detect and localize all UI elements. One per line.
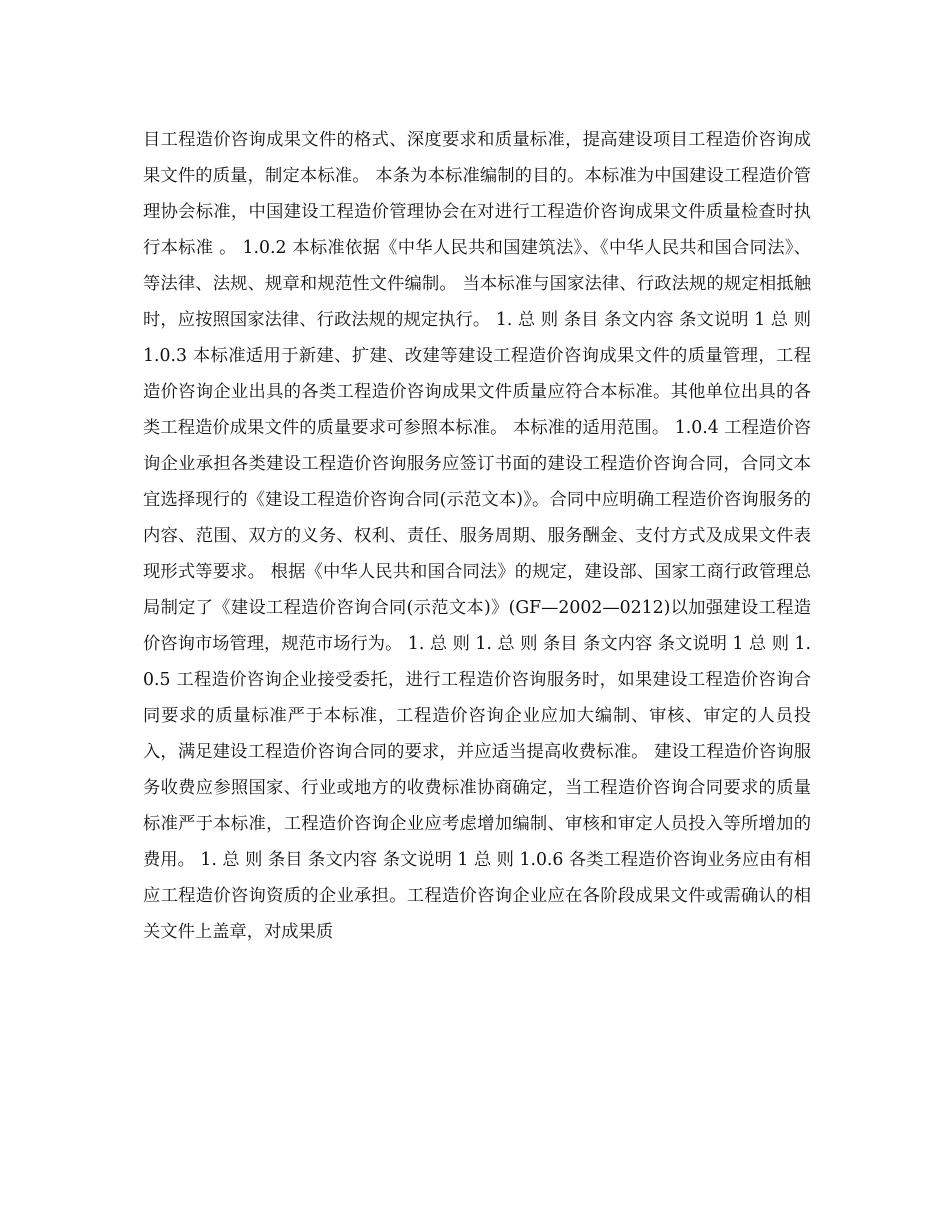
body-paragraph: 目工程造价咨询成果文件的格式、深度要求和质量标准，提高建设项目工程造价咨询成果文件的质量，制定本标准。 本条为本标准编制的目的。本标准为中国建设工程造价管理协会标准，中国建设工程造价管理协会在对进行工程造价咨询成果文件质量检查时执行本标准 。 1.0.2 本标准依据《中华人民共和国建筑法》、《中华人民共和国合同法》、等法律、法规、规章和规范性文件编制。 当本标准与国家法律、行政法规的规定相抵触时，应按照国家法律、行政法规的规定执行。 1. 总 则 条目 条文内容 条文说明 1 总 则 1.0.3 本标准适用于新建、扩建、改建等建设工程造价咨询成果文件的质量管理，工程造价咨询企业出具的各类工程造价咨询成果文件质量应符合本标准。其他单位出具的各类工程造价成果文件的质量要求可参照本标准。 本标准的适用范围。 1.0.4 工程造价咨询企业承担各类建设工程造价咨询服务应签订书面的建设工程造价咨询合同，合同文本宜选择现行的《建设工程造价咨询合同(示范文本)》。合同中应明确工程造价咨询服务的内容、范围、双方的义务、权利、责任、服务周期、服务酬金、支付方式及成果文件表现形式等要求。 根据《中华人民共和国合同法》的规定，建设部、国家工商行政管理总局制定了《建设工程造价咨询合同(示范文本)》(GF—2002—0212)以加强建设工程造价咨询市场管理，规范市场行为。 1. 总 则 1. 总 则 条目 条文内容 条文说明 1 总 则 1.0.5 工程造价咨询企业接受委托，进行工程造价咨询服务时，如果建设工程造价咨询合同要求的质量标准严于本标准，工程造价咨询企业应加大编制、审核、审定的人员投入，满足建设工程造价咨询合同的要求，并应适当提高收费标准。 建设工程造价咨询服务收费应参照国家、行业或地方的收费标准协商确定，当工程造价咨询合同要求的质量标准严于本标准，工程造价咨询企业应考虑增加编制、审核和审定人员投入等所增加的费用。 1. 总 则 条目 条文内容 条文说明 1 总 则 1.0.6 各类工程造价咨询业务应由有相应工程造价咨询资质的企业承担。工程造价咨询企业应在各阶段成果文件或需确认的相关文件上盖章，对成果质 — [143, 130, 811, 942]
